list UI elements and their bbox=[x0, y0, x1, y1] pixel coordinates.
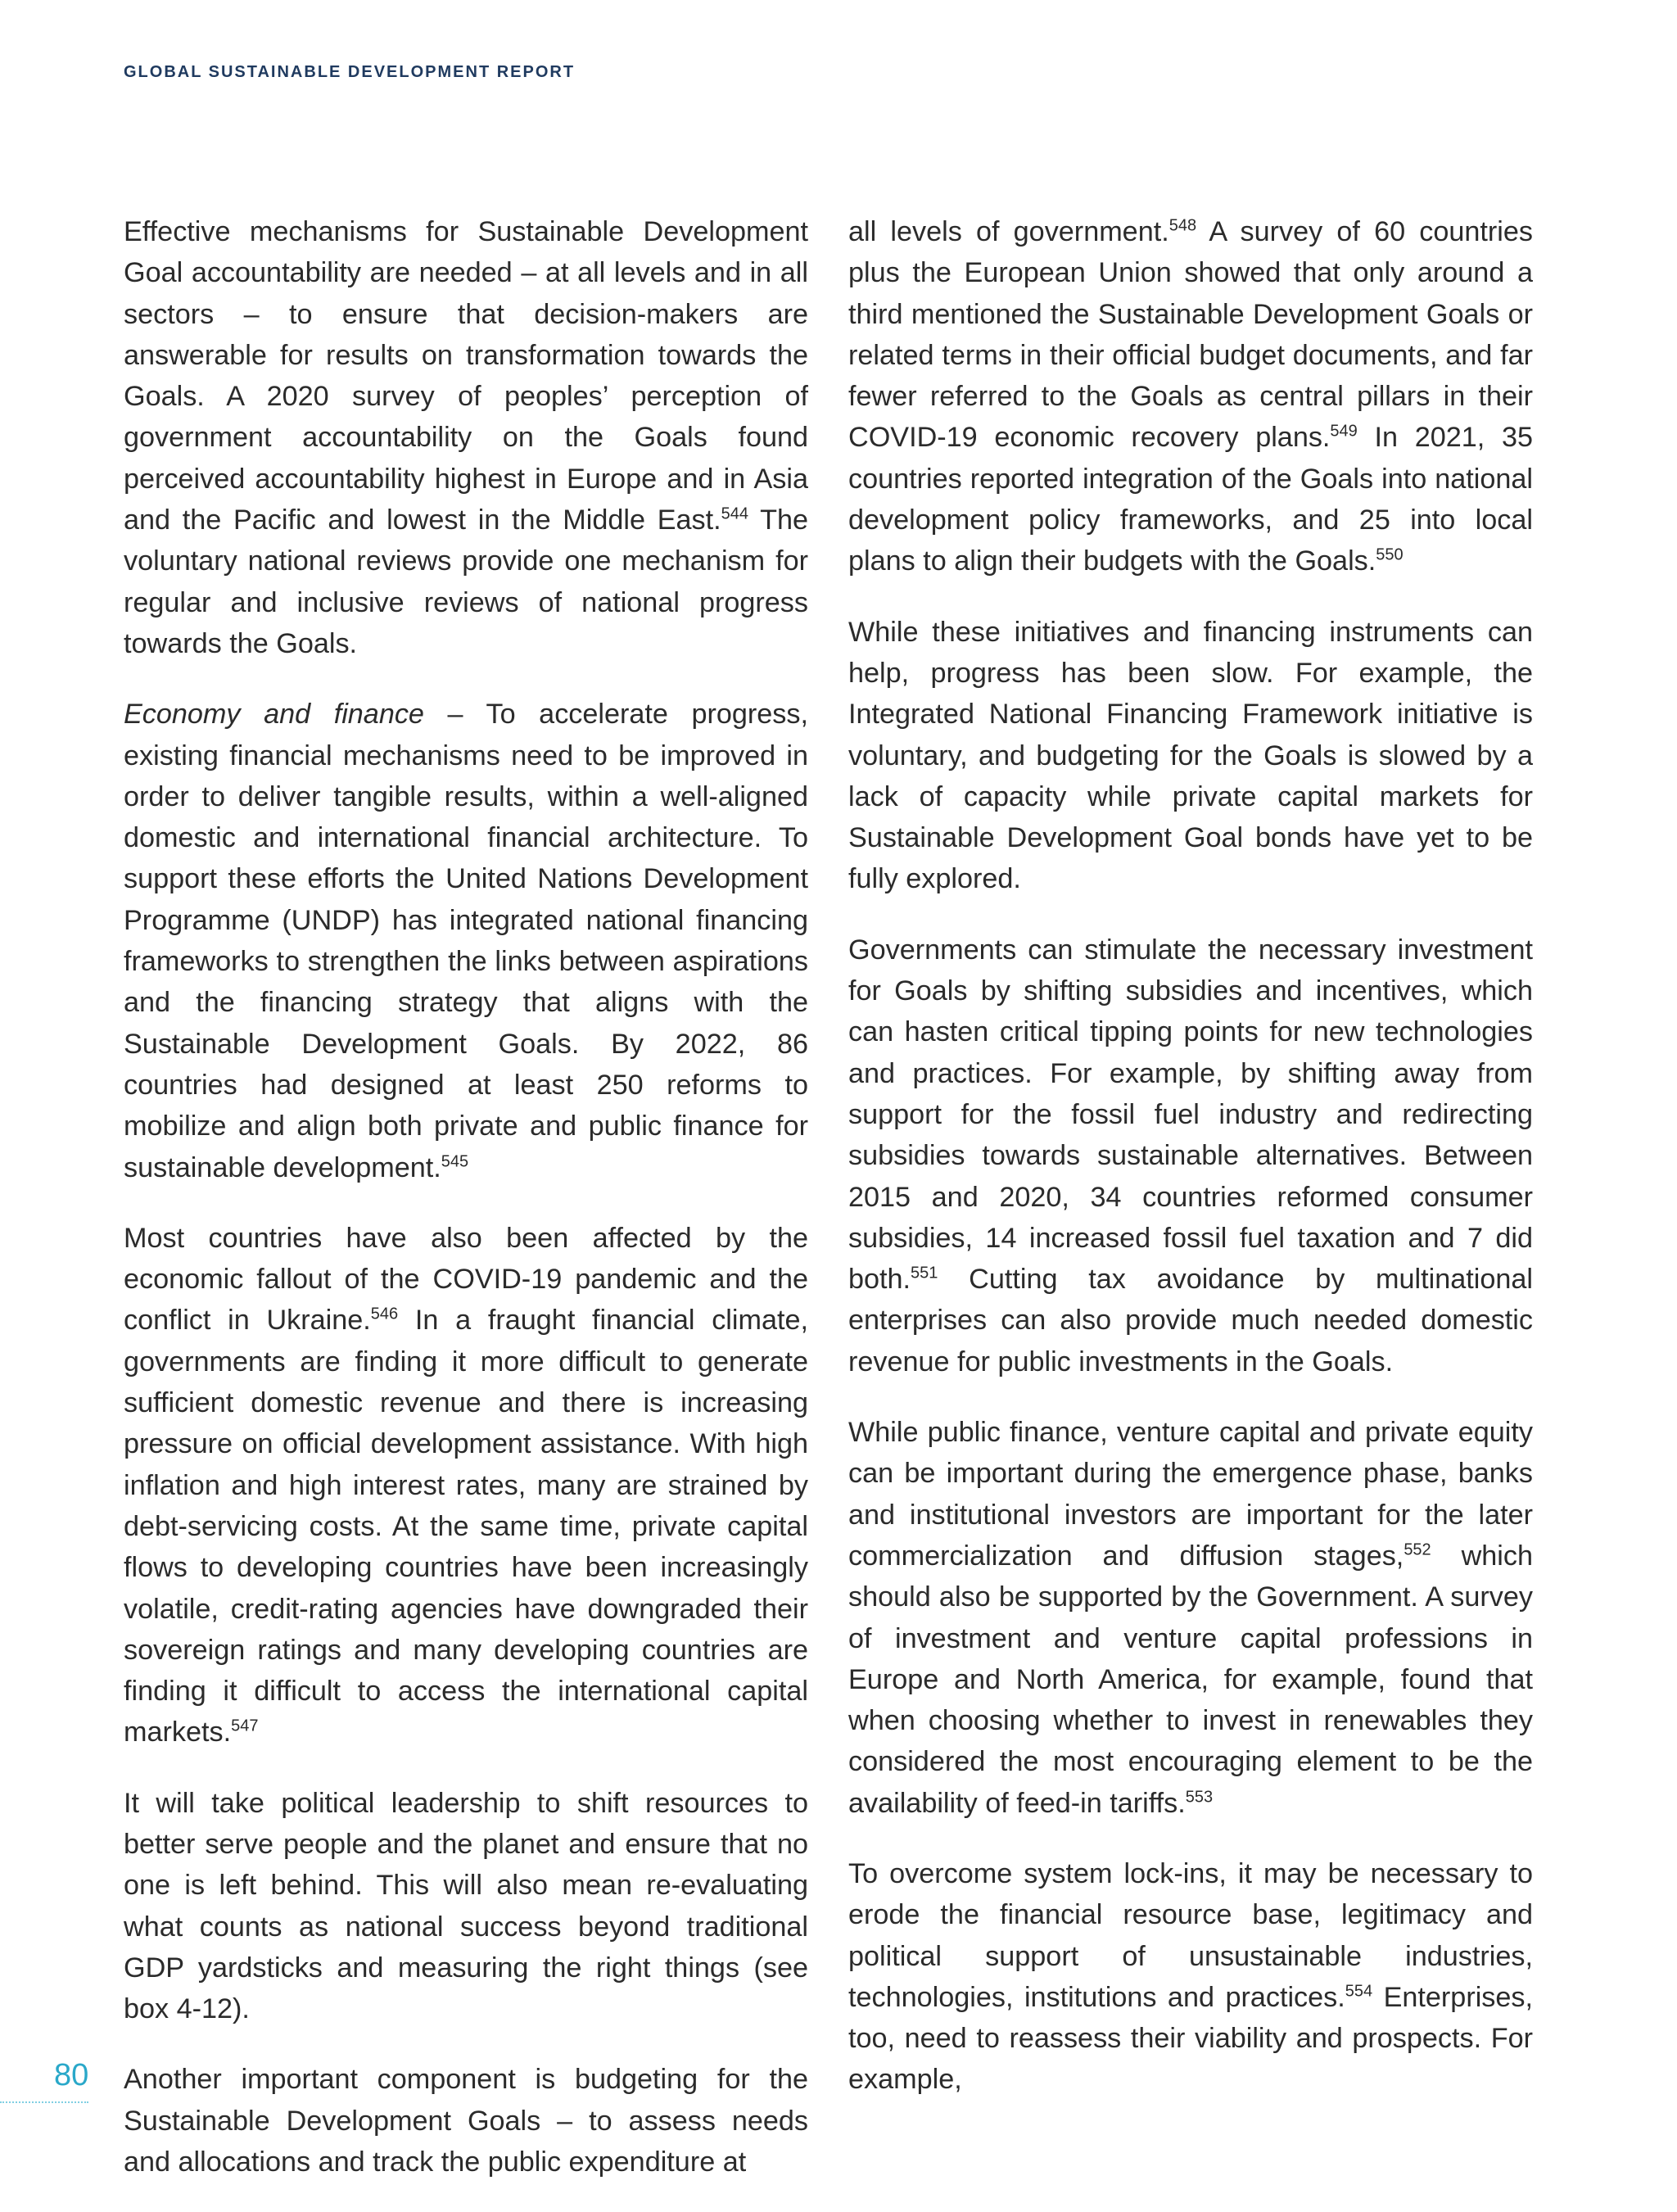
report-header: GLOBAL SUSTAINABLE DEVELOPMENT REPORT bbox=[124, 63, 576, 81]
paragraph-text: While public finance, venture capital and private equity can be important during the emergence phase, banks and institutional investors are important for the later commercialization and diffusion stages, bbox=[848, 1417, 1533, 1572]
paragraph-slow-progress bbox=[848, 612, 1533, 900]
paragraph-text: In 2021, 35 countries reported integration of the Goals into national development policy frameworks, and 25 into local plans to align their budgets with the Goals. bbox=[848, 422, 1533, 577]
paragraph-text: It will take political leadership to shift resources to better serve people and the planet and ensure that no one is left behind. This will also mean re-evaluating what counts as national success beyond traditional GDP yardsticks and measuring the right things (see box 4-12). bbox=[124, 1787, 808, 2025]
left-column bbox=[124, 211, 808, 2212]
footnote-ref: 548 bbox=[1168, 216, 1197, 235]
footnote-ref: 546 bbox=[370, 1305, 399, 1324]
paragraph-text: While these initiatives and financing instruments can help, progress has been slow. For example, the Integrated National Financing Framework initiative is voluntary, and budgeting for the Goals is slowed by a lack of capacity while private capital markets for Sustainable Development Goal bonds have yet to be fully explored. bbox=[848, 616, 1533, 895]
footnote-ref: 552 bbox=[1404, 1540, 1431, 1559]
footnote-ref: 544 bbox=[721, 504, 748, 523]
section-lead: Economy and finance bbox=[124, 699, 424, 731]
paragraph-economy-finance bbox=[124, 694, 808, 1188]
paragraph-venture-capital bbox=[848, 1412, 1533, 1824]
footnote-ref: 554 bbox=[1345, 1982, 1373, 2001]
paragraph-text: all levels of government. bbox=[848, 216, 1169, 247]
right-column bbox=[848, 211, 1533, 2130]
paragraph-text: which should also be supported by the Government. A survey of investment and venture capital professions in Europe and North America, for example, found that when choosing whether to invest in renewables they considered the most encouraging element to be the availability of feed-in tariffs. bbox=[848, 1540, 1534, 1819]
footnote-ref: 545 bbox=[441, 1152, 469, 1171]
footnote-ref: 547 bbox=[231, 1717, 259, 1735]
paragraph-text: Most countries have also been affected by the economic fallout of the COVID-19 pandemic and the conflict in Ukraine. bbox=[124, 1222, 808, 1337]
page-number-divider bbox=[0, 2101, 88, 2103]
paragraph-text: Cutting tax avoidance by multinational enterprises can also provide much needed domestic revenue for public investments in the Goals. bbox=[848, 1264, 1533, 1377]
paragraph-political-leadership bbox=[124, 1783, 808, 2030]
page-number: 80 bbox=[54, 2058, 89, 2092]
paragraph-subsidies bbox=[848, 930, 1533, 1382]
paragraph-budgeting bbox=[124, 2059, 808, 2183]
paragraph-covid-impact bbox=[124, 1218, 808, 1753]
paragraph-text: In a fraught financial climate, governments are finding it more difficult to generate sufficient domestic revenue and there is increasing pressure on official development assistance. With high inflation and high interest rates, many are strained by debt-servicing costs. At the same time, private capital flows to developing countries have been increasingly volatile, credit-rating agencies have downgraded their sovereign ratings and many developing countries are finding it difficult to access the international capital markets. bbox=[124, 1305, 808, 1748]
footnote-ref: 549 bbox=[1330, 423, 1358, 441]
paragraph-accountability bbox=[124, 211, 808, 664]
paragraph-text: Another important component is budgeting for the Sustainable Development Goals – to assess needs and allocations and track the public expenditure at bbox=[124, 2064, 808, 2178]
paragraph-text: To overcome system lock-ins, it may be necessary to erode the financial resource base, legitimacy and political support of unsustainable industries, technologies, institutions and practices. bbox=[848, 1857, 1533, 2013]
paragraph-system-lock-ins bbox=[848, 1853, 1533, 2101]
paragraph-text: – To accelerate progress, existing financial mechanisms need to be improved in order to deliver tangible results, within a well-aligned domestic and international financial architecture. To support these efforts the United Nations Development Programme (UNDP) has integrated national financing frameworks to strengthen the links between aspirations and the financing strategy that aligns with the Sustainable Development Goals. By 2022, 86 countries had designed at least 250 reforms to mobilize and align both private and public finance for sustainable development. bbox=[124, 699, 808, 1183]
paragraph-text: Governments can stimulate the necessary investment for Goals by shifting subsidies and incentives, which can hasten critical tipping points for new technologies and practices. For example, by shifting away from support for the fossil fuel industry and redirecting subsidies towards sustainable alternatives. Between 2015 and 2020, 34 countries reformed consumer subsidies, 14 increased fossil fuel taxation and 7 did both. bbox=[848, 934, 1533, 1296]
paragraph-budget-survey bbox=[848, 211, 1533, 582]
paragraph-text: The voluntary national reviews provide one mechanism for regular and inclusive reviews of national progress towards the Goals. bbox=[124, 504, 808, 659]
paragraph-text: Effective mechanisms for Sustainable Development Goal accountability are needed – at all levels and in all sectors – to ensure that decision-makers are answerable for results on transformation towards the Goals. A 2020 survey of peoples’ perception of government accountability on the Goals found perceived accountability highest in Europe and in Asia and the Pacific and lowest in the Middle East. bbox=[124, 216, 808, 536]
paragraph-text: A survey of 60 countries plus the European Union showed that only around a third mentioned the Sustainable Development Goals or related terms in their official budget documents, and far fewer referred to the Goals as central pillars in their COVID-19 economic recovery plans. bbox=[848, 216, 1533, 454]
footnote-ref: 553 bbox=[1185, 1788, 1214, 1807]
footnote-ref: 551 bbox=[911, 1264, 938, 1282]
paragraph-text: Enterprises, too, need to reassess their viability and prospects. For example, bbox=[848, 1981, 1534, 2096]
footnote-ref: 550 bbox=[1376, 545, 1404, 564]
